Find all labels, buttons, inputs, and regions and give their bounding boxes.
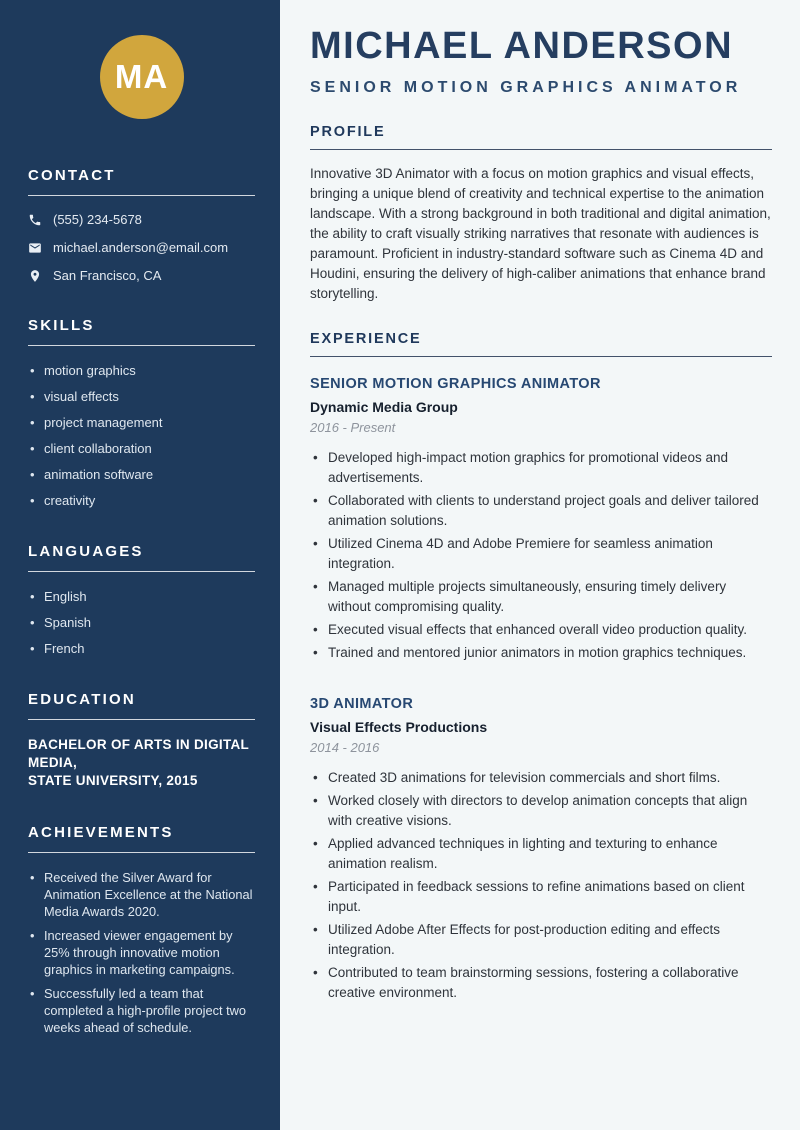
job-bullet: • Collaborated with clients to understand project goals and deliver tailored animation solutions. [310, 491, 772, 531]
skill-item: • project management [28, 414, 255, 431]
achievement-item: • Successfully led a team that completed a high-profile project two weeks ahead of schedule. [28, 985, 255, 1036]
job-bullet: • Executed visual effects that enhanced overall video production quality. [310, 620, 772, 640]
profile-text: Innovative 3D Animator with a focus on motion graphics and visual effects, bringing a unique blend of creativity and technical expertise to the animation landscape. With a strong background in both traditional and digital animation, the ability to craft visually striking narratives that resonate with audiences is paramount. Proficient in industry-standard software such as Cinema 4D and Houdini, ensuring the delivery of high-caliber animations that enhance brand storytelling. [310, 165, 771, 301]
education-heading: EDUCATION [28, 691, 255, 720]
contact-section [28, 167, 255, 283]
achievements-section [28, 824, 255, 1036]
job-bullet: • Utilized Cinema 4D and Adobe Premiere for seamless animation integration. [310, 534, 772, 574]
contact-email: michael.anderson@email.com [53, 240, 229, 255]
main-content [280, 0, 800, 1130]
skills-section [28, 317, 255, 509]
achievement-item: • Increased viewer engagement by 25% through innovative motion graphics in marketing campaigns. [28, 927, 255, 978]
contact-heading: CONTACT [28, 167, 255, 196]
achievement-item: • Received the Silver Award for Animation Excellence at the National Media Awards 2020. [28, 869, 255, 920]
skill-item: • client collaboration [28, 440, 255, 457]
language-item: • Spanish [28, 614, 255, 631]
languages-heading: LANGUAGES [28, 543, 255, 572]
skill-item: • motion graphics [28, 362, 255, 379]
degree-line: STATE UNIVERSITY, 2015 [28, 773, 198, 788]
profile-section [310, 124, 772, 304]
person-headline: SENIOR MOTION GRAPHICS ANIMATOR [310, 78, 742, 96]
education-section [28, 691, 255, 790]
avatar-initials: MA [114, 58, 169, 95]
skill-item: • animation software [28, 466, 255, 483]
job-title: SENIOR MOTION GRAPHICS ANIMATOR [310, 375, 601, 392]
job-bullet: • Trained and mentored junior animators in motion graphics techniques. [310, 643, 772, 663]
experience-heading: EXPERIENCE [310, 331, 772, 357]
job-bullet: • Managed multiple projects simultaneously, ensuring timely delivery without compromising quality. [310, 577, 772, 617]
achievements-heading: ACHIEVEMENTS [28, 824, 255, 853]
contact-phone: (555) 234-5678 [53, 212, 142, 227]
job-company: Dynamic Media Group [310, 398, 458, 415]
skills-heading: SKILLS [28, 317, 255, 346]
contact-location-row [28, 268, 255, 283]
experience-job-2 [310, 696, 772, 1003]
skill-item: • creativity [28, 492, 255, 509]
language-item: • French [28, 640, 255, 657]
job-bullet: • Developed high-impact motion graphics for promotional videos and advertisements. [310, 448, 772, 488]
job-bullet: • Contributed to team brainstorming sessions, fostering a collaborative creative environment. [310, 963, 772, 1003]
profile-heading: PROFILE [310, 124, 772, 150]
job-company: Visual Effects Productions [310, 718, 488, 735]
skill-item: • visual effects [28, 388, 255, 405]
job-bullets [310, 448, 772, 663]
contact-location: San Francisco, CA [53, 268, 162, 283]
avatar-wrap [28, 35, 255, 119]
degree-line: BACHELOR OF ARTS IN DIGITAL MEDIA, [28, 737, 249, 770]
experience-section [310, 331, 772, 1003]
languages-section [28, 543, 255, 657]
job-bullet: • Applied advanced techniques in lighting and texturing to enhance animation realism. [310, 834, 772, 874]
job-bullet: • Created 3D animations for television commercials and short films. [310, 768, 772, 788]
skills-list [28, 362, 255, 509]
sidebar [0, 0, 280, 1130]
job-bullet: • Utilized Adobe After Effects for post-production editing and effects integration. [310, 920, 772, 960]
job-bullet: • Worked closely with directors to develop animation concepts that align with creative visions. [310, 791, 772, 831]
contact-email-row [28, 240, 255, 255]
email-icon [28, 241, 42, 255]
job-bullet: • Participated in feedback sessions to refine animations based on client input. [310, 877, 772, 917]
experience-job-1 [310, 376, 772, 663]
languages-list [28, 588, 255, 657]
job-bullets [310, 768, 772, 1003]
contact-phone-row [28, 212, 255, 227]
achievements-list [28, 869, 255, 1036]
location-icon [28, 269, 42, 283]
language-item: • English [28, 588, 255, 605]
job-dates: 2016 - Present [310, 419, 396, 435]
person-name: MICHAEL ANDERSON [310, 25, 734, 67]
avatar [100, 35, 184, 119]
job-title: 3D ANIMATOR [310, 695, 414, 712]
phone-icon [28, 213, 42, 227]
education-degree [28, 736, 255, 790]
job-dates: 2014 - 2016 [310, 739, 380, 755]
